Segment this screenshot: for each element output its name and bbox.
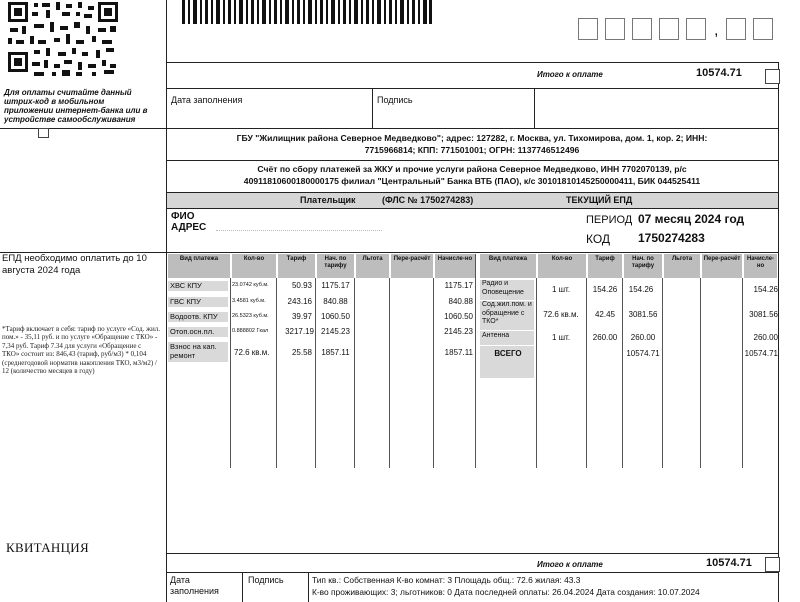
th-tariff-left: Тариф — [278, 254, 315, 278]
th-accrued-right: Нач. по тарифу — [624, 254, 662, 278]
accrued-value: 840.88 — [323, 297, 348, 306]
tariff-value: 25.58 — [291, 348, 312, 357]
signature-label-top: Подпись — [377, 95, 413, 105]
service-name: ХВС КПУ — [168, 281, 228, 291]
th-benefit-right: Льгота — [664, 254, 700, 278]
th-service-left: Вид платежа — [168, 254, 230, 278]
th-recalc-right: Пере-расчёт — [702, 254, 742, 278]
digit-box[interactable] — [578, 18, 598, 40]
total-checkbox-bottom[interactable] — [765, 557, 780, 572]
tariff-value: 50.93 — [291, 281, 312, 290]
code-value: 1750274283 — [638, 231, 705, 245]
tariff-note: *Тариф включает в себя: тариф по услуге «Сод. жил. пом.» - 35,11 руб. и по услуге «Обращение с ТКО» - 7,34 руб. Тариф 7.34 для услуги «Обращение с ТКО» состоит из: 846,43 (тариф, руб/м3) * 0,104 (среднегодовой норматив накопления ТКО, м3/м2) / 12 (количество месяцев в году) — [2, 325, 160, 376]
accrued-value: 1857.11 — [321, 348, 350, 357]
address-redacted — [216, 227, 382, 231]
th-qty-right: Кол-во — [538, 254, 586, 278]
service-name: ГВС КПУ — [168, 297, 228, 307]
service-name: Водоотв. КПУ — [168, 312, 228, 322]
charged-value: 154.26 — [753, 285, 778, 294]
tariff-value: 39.97 — [291, 312, 312, 321]
qr-code — [6, 0, 120, 78]
total-charged-value: 10574.71 — [744, 349, 778, 358]
qty-value: 1 шт. — [551, 333, 571, 342]
kvitanciya-label: КВИТАНЦИЯ — [6, 540, 89, 555]
total-label-bottom: Итого к оплате — [537, 560, 603, 569]
org-line-1: ГБУ "Жилищник района Северное Медведково"; адрес: 127282, г. Москва, ул. Тихомирова, дом. 1, кор. 2; ИНН: — [236, 133, 708, 143]
apartment-info-line-2: К-во проживающих: 3; льготников: 0 Дата последней оплаты: 26.04.2024 Дата создания: 10.07.2024 — [312, 587, 700, 597]
accrued-value: 154.26 — [628, 285, 654, 294]
th-charged-right: Начисле-но — [744, 254, 777, 278]
service-name: Антенна — [480, 331, 534, 345]
org-line-2: 7715966814; КПП: 771501001; ОГРН: 1137746512496 — [364, 145, 580, 155]
qty-value: 3.4581 куб.м. — [232, 298, 266, 304]
total-row-label: ВСЕГО — [480, 346, 534, 378]
fill-date-label-bottom: Дата заполнения — [170, 575, 219, 596]
qty-value: 0.888802 Гкал — [232, 328, 269, 334]
charged-value: 1060.50 — [444, 312, 473, 321]
th-tariff-right: Тариф — [588, 254, 622, 278]
total-value-bottom: 10574.71 — [706, 557, 752, 569]
bank-line-2: 40911810600180000175 филиал "Центральный" Банка ВТБ (ПАО), к/с 30101810145250000411, БИК 044525411 — [243, 176, 701, 186]
accrued-value: 260.00 — [630, 333, 656, 342]
comma-separator: , — [714, 22, 719, 39]
code-label: КОД — [586, 232, 611, 246]
qty-value: 23.0742 куб.м. — [232, 282, 269, 288]
tariff-value: 42.45 — [594, 310, 616, 319]
period-value: 07 месяц 2024 год — [638, 212, 745, 226]
fill-date-label-top: Дата заполнения — [171, 95, 243, 105]
signature-label-bottom: Подпись — [248, 575, 284, 585]
tariff-value: 3217.19 — [285, 327, 314, 336]
digit-box[interactable] — [753, 18, 773, 40]
th-qty-left: Кол-во — [232, 254, 276, 278]
apartment-info-line-1: Тип кв.: Собственная К-во комнат: 3 Площадь общ.: 72.6 жилая: 43.3 — [312, 575, 581, 585]
barcode — [182, 0, 432, 26]
total-value-top: 10574.71 — [696, 67, 742, 79]
qty-value: 26.5323 куб.м. — [232, 313, 269, 319]
digit-box[interactable] — [632, 18, 652, 40]
charged-value: 1857.11 — [444, 348, 473, 357]
tariff-value: 154.26 — [592, 285, 618, 294]
service-name: Сод.жил.пом. и обращение с ТКО* — [480, 301, 534, 330]
total-accrued-value: 10574.71 — [626, 349, 660, 358]
payer-label: Плательщик — [300, 195, 356, 205]
total-label-top: Итого к оплате — [537, 70, 603, 79]
accrued-value: 2145.23 — [321, 327, 350, 336]
qty-value: 1 шт. — [551, 285, 571, 294]
payer-doc-type: ТЕКУЩИЙ ЕПД — [566, 195, 633, 205]
th-accrued-left: Нач. по тарифу — [317, 254, 354, 278]
accrued-value: 3081.56 — [628, 310, 658, 319]
period-label: ПЕРИОД — [586, 214, 633, 226]
th-service-right: Вид платежа — [480, 254, 536, 278]
service-name: Отоп.осн.пл. — [168, 327, 228, 337]
charged-value: 1175.17 — [444, 281, 473, 290]
accrued-value: 1060.50 — [321, 312, 350, 321]
th-benefit-left: Льгота — [356, 254, 389, 278]
service-name: Взнос на кап. ремонт — [168, 342, 228, 362]
due-date-notice: ЕПД необходимо оплатить до 10 августа 2024 года — [2, 253, 147, 276]
payer-fls: (ФЛС № 1750274283) — [382, 195, 474, 205]
service-name: Радио и Оповещение — [480, 280, 534, 300]
digit-box[interactable] — [686, 18, 706, 40]
address-label: АДРЕС — [171, 222, 207, 233]
qty-value: 72.6 кв.м. — [543, 310, 579, 319]
digit-box[interactable] — [605, 18, 625, 40]
fio-label: ФИО — [171, 211, 195, 222]
qty-value: 72.6 кв.м. — [234, 348, 270, 357]
digit-box[interactable] — [726, 18, 746, 40]
charged-value: 2145.23 — [444, 327, 473, 336]
accrued-value: 1175.17 — [321, 281, 350, 290]
th-recalc-left: Пере-расчёт — [391, 254, 433, 278]
charged-value: 3081.56 — [749, 310, 778, 319]
total-checkbox-top[interactable] — [765, 69, 780, 84]
charged-value: 840.88 — [448, 297, 473, 306]
tariff-value: 243.16 — [287, 297, 312, 306]
qr-caption: Для оплаты считайте данный штрих-код в мобильном приложении интернет-банка или в устройстве самообслуживания — [4, 88, 148, 124]
bank-line-1: Счёт по сбору платежей за ЖКУ и прочие услуги района Северное Медведково, ИНН 7702070139, р/с — [257, 164, 687, 174]
tariff-value: 260.00 — [592, 333, 618, 342]
digit-box[interactable] — [659, 18, 679, 40]
th-charged-left: Начисле-но — [435, 254, 475, 278]
cut-marker-box — [38, 128, 49, 138]
charged-value: 260.00 — [753, 333, 778, 342]
